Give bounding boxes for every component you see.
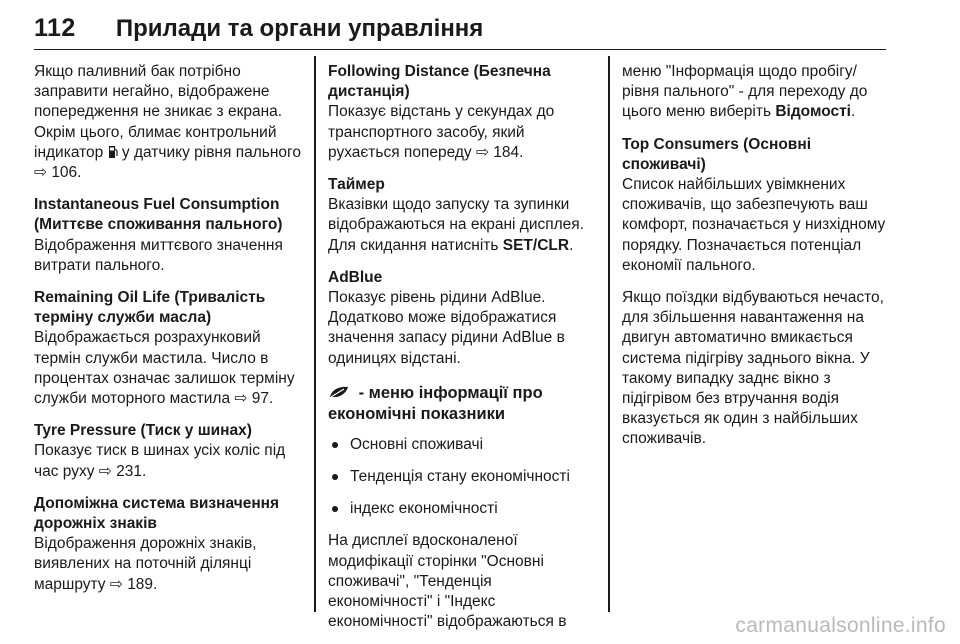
- reference-arrow-icon: ⇨: [34, 164, 47, 182]
- eco-menu-list: [328, 435, 600, 520]
- entry-body: Відображення миттєвого значення витрати пального.: [34, 236, 283, 274]
- entry-title: Top Consumers (Основні споживачі): [622, 135, 812, 173]
- entry-title: AdBlue: [328, 268, 383, 286]
- column-divider: [314, 56, 316, 612]
- reference-arrow-icon: ⇨: [234, 390, 248, 408]
- entry-following-distance: [328, 62, 600, 163]
- menu-name: Відомості: [775, 103, 851, 121]
- entry-tyre-pressure: [34, 421, 302, 482]
- continuation-paragraph: меню "Інформація щодо пробігу/рівня пального" - для переходу до цього меню виберіть Відомості.: [622, 63, 868, 121]
- entry-body: Список найбільших увімкнених споживачів, що забезпечують ваш комфорт, позначається у низхідному порядку. Позначається потенціал економії пального.: [622, 176, 886, 274]
- entry-title: Remaining Oil Life (Тривалість терміну служби масла): [34, 289, 266, 327]
- list-item: Тенденція стану економічності: [328, 467, 600, 487]
- entry-title: Instantaneous Fuel Consumption (Миттєве споживання пального): [34, 196, 283, 234]
- column-1: [34, 62, 302, 607]
- eco-menu-heading: - меню інформації про економічні показники: [328, 383, 543, 423]
- entry-adblue: [328, 268, 600, 369]
- reference-arrow-icon: ⇨: [98, 462, 112, 480]
- page-title: Прилади та органи управління: [115, 15, 484, 42]
- fuel-pump-icon: [108, 145, 118, 159]
- column-2: [328, 62, 600, 644]
- entry-top-consumers: [622, 135, 888, 276]
- reference-arrow-icon: ⇨: [109, 575, 123, 593]
- reference-arrow-icon: ⇨: [475, 143, 489, 161]
- entry-body: Відображення дорожніх знаків, виявлених на поточній ділянці маршруту ⇨ 189.: [34, 535, 257, 593]
- watermark: carmanualsonline.info: [735, 614, 946, 637]
- intro-paragraph: Якщо паливний бак потрібно заправити негайно, відображене попередження не зникає з екрана. Окрім цього, блимає контрольний індикатор у датчику рівня пального ⇨ 106.: [34, 63, 301, 182]
- entry-instant-fuel: [34, 195, 302, 276]
- button-name: SET/CLR: [502, 236, 570, 254]
- entry-body: Вказівки щодо запуску та зупинки відображаються на екрані дисплея. Для скидання натисніть SET/CLR.: [328, 196, 585, 254]
- eco-leaf-icon: [328, 385, 350, 399]
- entry-body: Показує тиск в шинах усіх коліс під час руху ⇨ 231.: [34, 442, 286, 480]
- list-item: індекс економічності: [328, 499, 600, 519]
- list-item: Основні споживачі: [328, 435, 600, 455]
- closing-paragraph: На дисплеї вдосконаленої модифікації сторінки "Основні споживачі", "Тенденція економічності" і "Індекс економічності" відображаються в: [328, 532, 567, 631]
- column-divider: [608, 56, 610, 612]
- entry-body: Показує рівень рідини AdBlue. Додатково може відображатися значення запасу рідини AdBlue в одиницях відстані.: [328, 289, 565, 367]
- entry-body: Відображається розрахунковий термін служби мастила. Число в процентах означає залишок терміну служби моторного мастила ⇨ 97.: [34, 329, 295, 408]
- rear-window-paragraph: Якщо поїздки відбуваються нечасто, для збільшення навантаження на двигун автоматично вмикається система підігріву заднього вікна. У такому випадку заднє вікно з підігрівом без втручання водія вказується як один з найбільших споживачів.: [622, 289, 884, 448]
- page-number: 112: [34, 14, 76, 42]
- entry-title: Tyre Pressure (Тиск у шинах): [34, 422, 252, 440]
- entry-traffic-sign: [34, 494, 302, 595]
- entry-title: Following Distance (Безпечна дистанція): [328, 63, 551, 101]
- entry-oil-life: [34, 288, 302, 409]
- column-3: [622, 62, 888, 462]
- page-header: [34, 10, 886, 50]
- entry-body: Показує відстань у секундах до транспортного засобу, який рухається попереду ⇨ 184.: [328, 103, 555, 161]
- entry-title: Допоміжна система визначення дорожніх знаків: [34, 494, 280, 533]
- entry-timer: [328, 175, 600, 256]
- entry-title: Таймер: [328, 176, 385, 194]
